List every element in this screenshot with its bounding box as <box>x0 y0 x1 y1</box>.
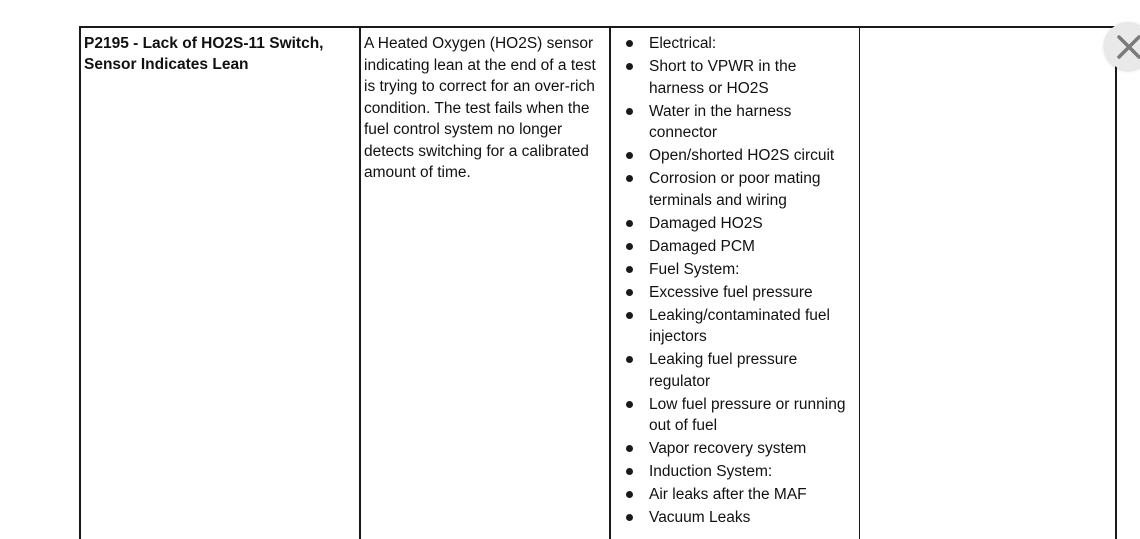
dtc-description: A Heated Oxygen (HO2S) sensor indicating lean at the end of a test is trying to correct for an over-rich condition. The test fails when the fuel control system no longer detects switching for a calibrated amount of time. <box>364 35 596 181</box>
list-item: Low fuel pressure or running out of fuel <box>626 394 855 437</box>
bullet-icon <box>626 312 633 319</box>
possible-causes-cell <box>610 27 860 539</box>
list-item: Vacuum Leaks <box>626 507 855 529</box>
bullet-icon <box>626 220 633 227</box>
bullet-icon <box>626 356 633 363</box>
list-item: Leaking/contaminated fuel injectors <box>626 305 855 348</box>
list-item: Corrosion or poor mating terminals and wiring <box>626 168 855 211</box>
bullet-icon <box>626 175 633 182</box>
list-item: Air leaks after the MAF <box>626 484 855 506</box>
list-item: Excessive fuel pressure <box>626 282 855 304</box>
table-row <box>80 27 1116 539</box>
possible-causes-list <box>611 28 859 529</box>
list-item: Vapor recovery system <box>626 438 855 460</box>
list-item: Water in the harness connector <box>626 101 855 144</box>
list-item: Electrical: <box>626 33 855 55</box>
description-cell <box>360 27 610 539</box>
dtc-title: P2195 - Lack of HO2S-11 Switch, Sensor Indicates Lean <box>84 35 324 73</box>
dtc-code-cell <box>80 27 360 539</box>
close-icon <box>1116 34 1140 60</box>
bullet-icon <box>626 289 633 296</box>
bullet-icon <box>626 514 633 521</box>
list-item: Short to VPWR in the harness or HO2S <box>626 56 855 99</box>
list-item: Open/shorted HO2S circuit <box>626 145 855 167</box>
bullet-icon <box>626 491 633 498</box>
list-item: Fuel System: <box>626 259 855 281</box>
list-item: Damaged PCM <box>626 236 855 258</box>
dtc-table <box>79 26 1117 539</box>
bullet-icon <box>626 152 633 159</box>
bullet-icon <box>626 468 633 475</box>
bullet-icon <box>626 266 633 273</box>
bullet-icon <box>626 40 633 47</box>
bullet-icon <box>626 445 633 452</box>
list-item: Leaking fuel pressure regulator <box>626 349 855 392</box>
action-cell <box>860 27 1117 539</box>
bullet-icon <box>626 401 633 408</box>
bullet-icon <box>626 108 633 115</box>
list-item: Damaged HO2S <box>626 213 855 235</box>
list-item: Induction System: <box>626 461 855 483</box>
bullet-icon <box>626 63 633 70</box>
bullet-icon <box>626 243 633 250</box>
